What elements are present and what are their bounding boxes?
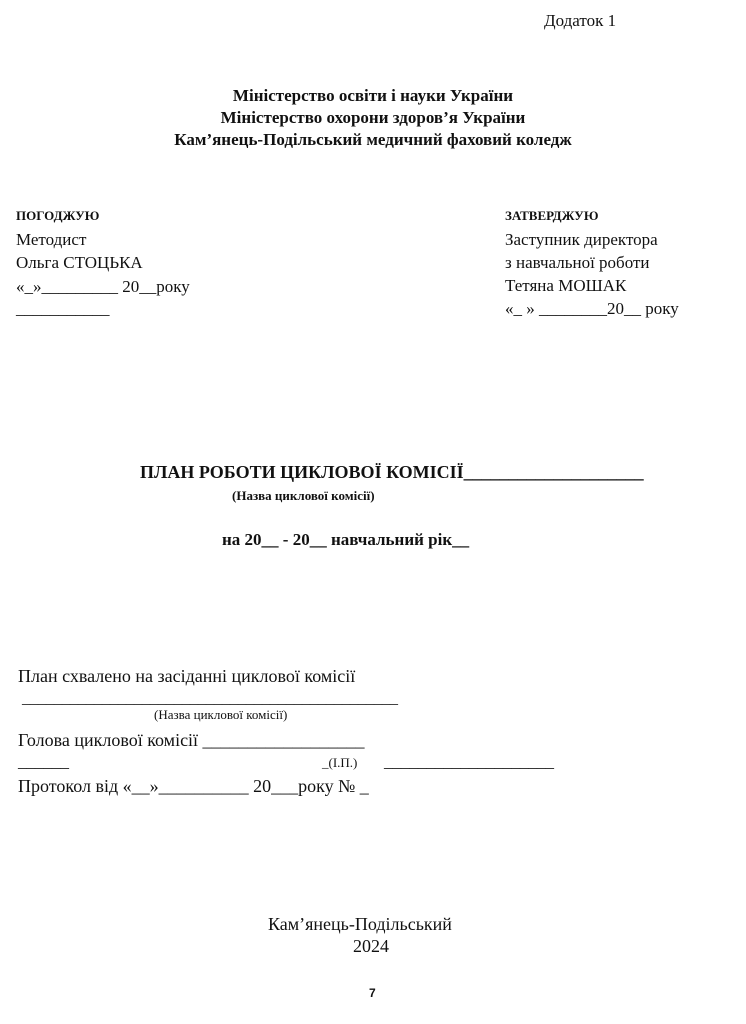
appendix-label: Додаток 1 xyxy=(544,11,617,30)
page-number: 7 xyxy=(369,986,376,1000)
ministry-line-3: Кам’янець-Подільський медичний фаховий коледж xyxy=(174,130,572,149)
approve-date-line: «_ » ________20__ року xyxy=(505,299,679,318)
commission-head-line: Голова циклової комісії __________________ xyxy=(18,730,365,750)
approve-name: Тетяна МОШАК xyxy=(505,276,627,295)
academic-year-line: на 20__ - 20__ навчальний рік__ xyxy=(222,530,470,549)
ministry-header xyxy=(0,85,746,151)
agree-heading: ПОГОДЖУЮ xyxy=(16,208,100,223)
initials-blank: ____________________ xyxy=(384,752,554,771)
head-short-blank: ______ xyxy=(18,752,69,771)
plan-subtitle: (Назва циклової комісії) xyxy=(232,488,375,503)
approved-at-meeting-line: План схвалено на засіданні циклової комісії xyxy=(18,666,356,686)
approve-role-line-2: з навчальної роботи xyxy=(505,253,650,272)
commission-name-caption: (Назва циклової комісії) xyxy=(154,707,288,722)
ministry-line-1: Міністерство освіти і науки України xyxy=(232,86,514,105)
agree-role: Методист xyxy=(16,230,87,249)
agree-signature-line: ___________ xyxy=(16,299,110,318)
approve-role-line-1: Заступник директора xyxy=(505,230,658,249)
initials-label: _(І.П.) xyxy=(322,755,358,770)
protocol-line: Протокол від «__»__________ 20___року № _ xyxy=(18,776,369,796)
agree-name: Ольга СТОЦЬКА xyxy=(16,253,143,272)
footer-year: 2024 xyxy=(353,936,389,956)
approve-heading: ЗАТВЕРДЖУЮ xyxy=(505,208,599,223)
footer-city: Кам’янець-Подільський xyxy=(268,914,452,934)
agree-date-line: «_»_________ 20__року xyxy=(16,277,190,296)
plan-title: ПЛАН РОБОТИ ЦИКЛОВОЇ КОМІСІЇ____________________ xyxy=(140,462,644,482)
commission-name-blank: _______________________________________________ xyxy=(22,690,398,707)
ministry-line-2: Міністерство охорони здоров’я України xyxy=(220,108,526,127)
